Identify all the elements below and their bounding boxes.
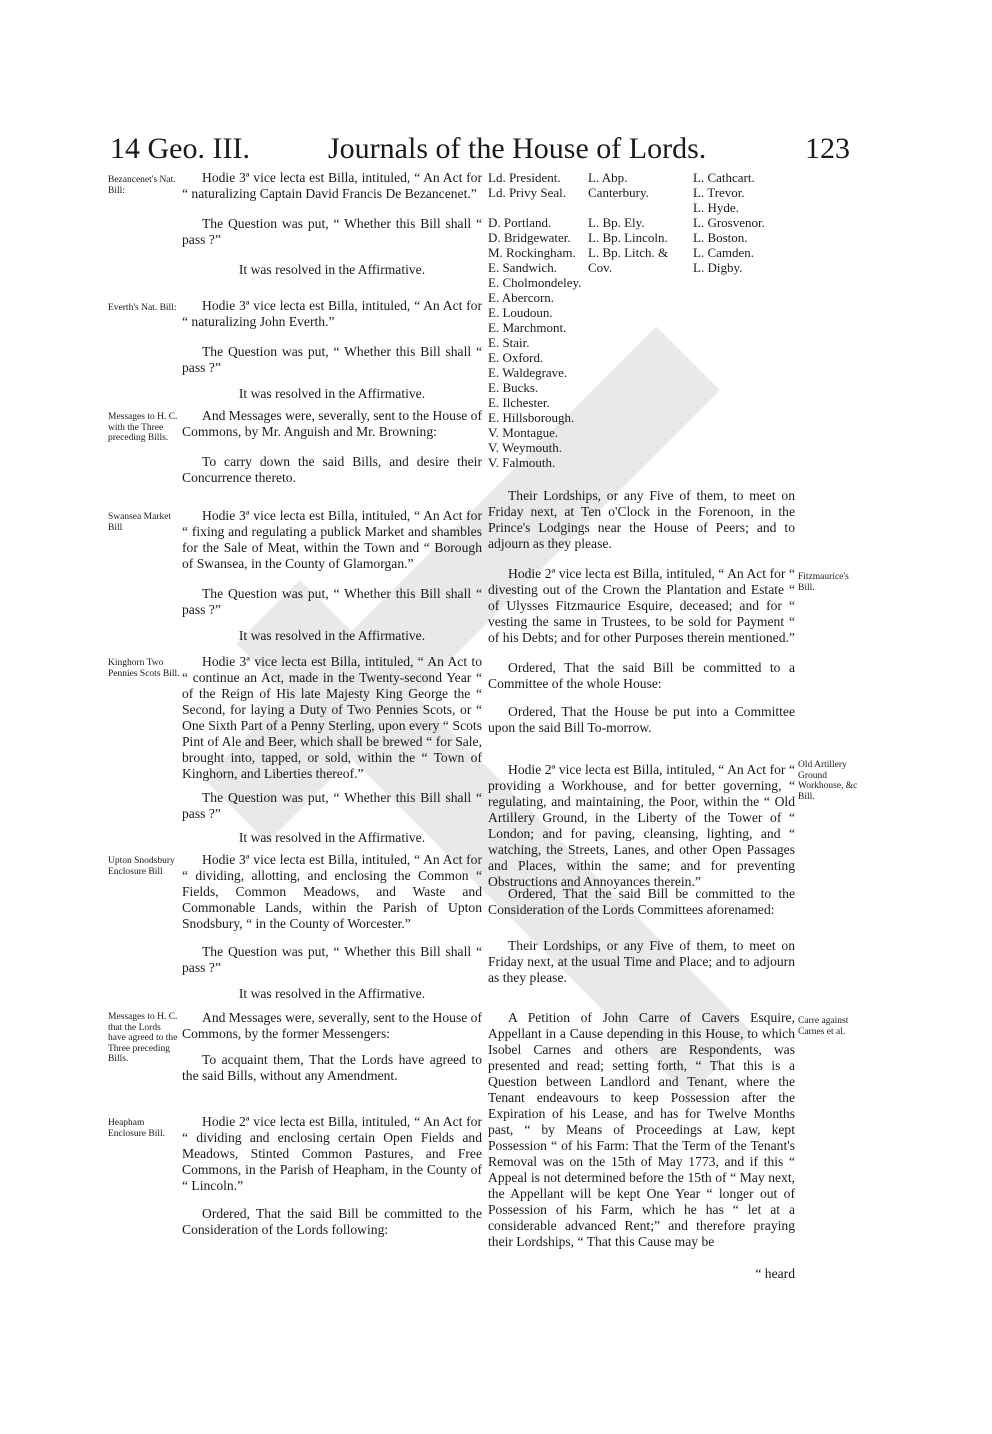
bill-entry bbox=[182, 508, 482, 644]
lords-list-col-1 bbox=[488, 170, 581, 470]
catchword bbox=[488, 1266, 795, 1282]
lord-name: D. Portland. bbox=[488, 215, 552, 230]
lord-name: V. Falmouth. bbox=[488, 455, 556, 470]
header-page-number: 123 bbox=[805, 132, 850, 165]
bill-text: And Messages were, severally, sent to the House of Commons, by Mr. Anguish and Mr. Browning: bbox=[182, 408, 482, 439]
lord-name: E. Stair. bbox=[488, 335, 530, 350]
lord-name: E. Waldegrave. bbox=[488, 365, 568, 380]
lords-list-col-3 bbox=[693, 170, 765, 275]
paragraph-text: A Petition of John Carre of Cavers Esquire, Appellant in a Cause depending in this House, to which Isobel Carnes and others are Respondents, was presented and read; setting forth, “ That this is a Question between Landlord and Tenant, where the Tenant endeavours to keep Possession after the Expiration of his Lease, and has for Twelve Months past, “ by Means of Proceedings at Law, kept Possession “ of his Farm: That the Term of the Tenant's Removal was on the 15th of May 1773, and if this “ Appeal is not determined before the 15th of “ May next, the Appellant will be kept One Year “ longer out of Possession of his Farm, which he has “ let at a considerable advanced Rent;” and therefore praying their Lordships, “ That this Cause may be bbox=[488, 1010, 795, 1249]
result-text: It was resolved in the Affirmative. bbox=[238, 262, 426, 277]
paragraph-text: Hodie 2ª vice lecta est Billa, intituled, “ An Act for “ divesting out of the Crown the Plantation and Estate “ of Ulysses Fitzmaurice Esquire, deceased; and for “ vesting the same in Trustees, to be sold for Payment “ of his Debts; and for other Purposes therein mentioned.” bbox=[488, 566, 795, 645]
bill-text: Hodie 3ª vice lecta est Billa, intituled, “ An Act for “ naturalizing John Everth.” bbox=[182, 298, 482, 329]
question-text: The Question was put, “ Whether this Bill shall “ pass ?” bbox=[182, 586, 482, 617]
lord-name: E. Cholmondeley. bbox=[488, 275, 582, 290]
question-text: The Question was put, “ Whether this Bill shall “ pass ?” bbox=[182, 790, 482, 821]
bill-entry bbox=[182, 408, 482, 486]
result-text: It was resolved in the Affirmative. bbox=[238, 986, 426, 1001]
lord-name: V. Montague. bbox=[488, 425, 559, 440]
lord-name: L. Bp. Ely. bbox=[588, 215, 645, 230]
lord-name: E. Hillsborough. bbox=[488, 410, 575, 425]
bill-text: Hodie 3ª vice lecta est Billa, intituled, “ An Act for “ naturalizing Captain David Francis De Bezancenet.” bbox=[182, 170, 482, 201]
result-text: It was resolved in the Affirmative. bbox=[238, 386, 426, 401]
margin-note: Bezancenet's Nat. Bill: bbox=[108, 175, 176, 196]
paragraph bbox=[488, 566, 795, 646]
paragraph-text: Their Lordships, or any Five of them, to meet on Friday next, at Ten o'Clock in the Forenoon, in the Prince's Lodgings near the House of Peers; and to adjourn as they please. bbox=[488, 488, 795, 551]
margin-note: Carre against Carnes et al. bbox=[798, 1016, 849, 1037]
paragraph-text: Ordered, That the House be put into a Committee upon the said Bill To-morrow. bbox=[488, 704, 795, 735]
lord-name bbox=[488, 200, 581, 215]
header-title: Journals of the House of Lords. bbox=[328, 132, 707, 165]
bill-text: Hodie 3ª vice lecta est Billa, intituled, “ An Act to “ continue an Act, made in the Twenty-second Year “ of the Reign of His late Majesty King George the “ Second, for laying a Duty of Two Pennies Scots, or “ One Sixth Part of a Penny Sterling, upon every “ Scots Pint of Ale and Beer, which shall be brewed “ for Sale, brought into, tapped, or sold, within the “ Town of Kinghorn, and Liberties thereof.” bbox=[182, 654, 482, 781]
lord-name: V. Weymouth. bbox=[488, 440, 562, 455]
lord-name: L. Abp. Canterbury. bbox=[588, 170, 649, 200]
lord-name: L. Cathcart. bbox=[693, 170, 755, 185]
margin-note: Fitzmaurice's Bill. bbox=[798, 572, 849, 593]
margin-note: Everth's Nat. Bill: bbox=[108, 303, 177, 313]
bill-text: Hodie 3ª vice lecta est Billa, intituled, “ An Act for “ fixing and regulating a publick Market and shambles for the Sale of Meat, within the Town and “ Borough of Swansea, in the County of Glamorgan.” bbox=[182, 508, 482, 571]
lord-name: E. Abercorn. bbox=[488, 290, 555, 305]
margin-note: Heapham Enclosure Bill. bbox=[108, 1118, 165, 1139]
lord-name: E. Marchmont. bbox=[488, 320, 567, 335]
order-text: Ordered, That the said Bill be committed to the Consideration of the Lords following: bbox=[182, 1206, 482, 1237]
bill-text: Hodie 3ª vice lecta est Billa, intituled, “ An Act for “ dividing, allotting, and enclosing the Common “ Fields, Common Meadows, and Waste and Commonable Lands, within the Parish of Upton Snodsbury, “ in the County of Worcester.” bbox=[182, 852, 482, 931]
header-regnal-year: 14 Geo. III. bbox=[110, 132, 250, 165]
paragraph bbox=[488, 938, 795, 986]
lord-name: L. Bp. Litch. & Cov. bbox=[588, 245, 669, 275]
lord-name: L. Grosvenor. bbox=[693, 215, 765, 230]
lords-list-col-2 bbox=[588, 170, 680, 275]
margin-note: Old Artillery Ground Workhouse, &c Bill. bbox=[798, 760, 858, 802]
result-text: It was resolved in the Affirmative. bbox=[238, 830, 426, 845]
lord-name: M. Rockingham. bbox=[488, 245, 576, 260]
lord-name: Ld. President. bbox=[488, 170, 561, 185]
catchword-text: “ heard bbox=[755, 1266, 795, 1281]
margin-note: Upton Snodsbury Enclosure Bill bbox=[108, 856, 175, 877]
paragraph bbox=[488, 704, 795, 736]
lord-name: E. Sandwich. bbox=[488, 260, 557, 275]
lord-name: L. Hyde. bbox=[693, 200, 739, 215]
margin-note: Kinghorn Two Pennies Scots Bill. bbox=[108, 658, 180, 679]
result-text: It was resolved in the Affirmative. bbox=[238, 628, 426, 643]
bill-entry bbox=[182, 852, 482, 1002]
bill-entry bbox=[182, 654, 482, 846]
paragraph bbox=[488, 488, 795, 552]
question-text: The Question was put, “ Whether this Bill shall “ pass ?” bbox=[182, 344, 482, 375]
question-text: To acquaint them, That the Lords have agreed to the said Bills, without any Amendment. bbox=[182, 1052, 482, 1083]
paragraph-text: Hodie 2ª vice lecta est Billa, intituled, “ An Act for “ providing a Workhouse, and for better governing, “ regulating, and maintaining, the Poor, within the “ Old Artillery Ground, in the Liberty of the Tower of “ London; and for paving, cleansing, lighting, and “ watching, the Streets, Lanes, and other Open Passages and Places, within the same; and for preventing Obstructions and Annoyances therein.” bbox=[488, 762, 795, 889]
paragraph-text: Ordered, That the said Bill be committed to a Committee of the whole House: bbox=[488, 660, 795, 691]
lord-name: E. Bucks. bbox=[488, 380, 539, 395]
question-text: To carry down the said Bills, and desire their Concurrence thereto. bbox=[182, 454, 482, 485]
question-text: The Question was put, “ Whether this Bill shall “ pass ?” bbox=[182, 216, 482, 247]
margin-note: Messages to H. C. that the Lords have agreed to the Three preceding Bills. bbox=[108, 1012, 178, 1064]
bill-entry bbox=[182, 170, 482, 278]
lord-name bbox=[588, 200, 680, 215]
lord-name: Ld. Privy Seal. bbox=[488, 185, 566, 200]
paragraph-text: Their Lordships, or any Five of them, to meet on Friday next, at the usual Time and Place; and to adjourn as they please. bbox=[488, 938, 795, 985]
lord-name: E. Oxford. bbox=[488, 350, 544, 365]
lord-name: E. Loudoun. bbox=[488, 305, 553, 320]
lord-name: L. Trevor. bbox=[693, 185, 745, 200]
paragraph bbox=[488, 1010, 795, 1250]
lord-name: E. Ilchester. bbox=[488, 395, 550, 410]
bill-text: And Messages were, severally, sent to the House of Commons, by the former Messengers: bbox=[182, 1010, 482, 1041]
bill-entry bbox=[182, 1114, 482, 1238]
paragraph bbox=[488, 660, 795, 692]
bill-entry bbox=[182, 1010, 482, 1084]
bill-entry bbox=[182, 298, 482, 402]
lord-name: L. Digby. bbox=[693, 260, 743, 275]
bill-text: Hodie 2ª vice lecta est Billa, intituled, “ An Act for “ dividing and enclosing certain Open Fields and Meadows, Stinted Common Pastures, and Free Commons, in the Parish of Heapham, in the County of “ Lincoln.” bbox=[182, 1114, 482, 1193]
margin-note: Swansea Market Bill bbox=[108, 512, 172, 533]
lord-name: L. Boston. bbox=[693, 230, 748, 245]
lord-name: L. Bp. Lincoln. bbox=[588, 230, 668, 245]
lord-name: L. Camden. bbox=[693, 245, 755, 260]
margin-note: Messages to H. C. with the Three preceding Bills. bbox=[108, 412, 178, 443]
paragraph bbox=[488, 762, 795, 890]
lord-name: D. Bridgewater. bbox=[488, 230, 571, 245]
question-text: The Question was put, “ Whether this Bill shall “ pass ?” bbox=[182, 944, 482, 975]
paragraph-text: Ordered, That the said Bill be committed to the Consideration of the Lords Committees aforenamed: bbox=[488, 886, 795, 917]
paragraph bbox=[488, 886, 795, 918]
